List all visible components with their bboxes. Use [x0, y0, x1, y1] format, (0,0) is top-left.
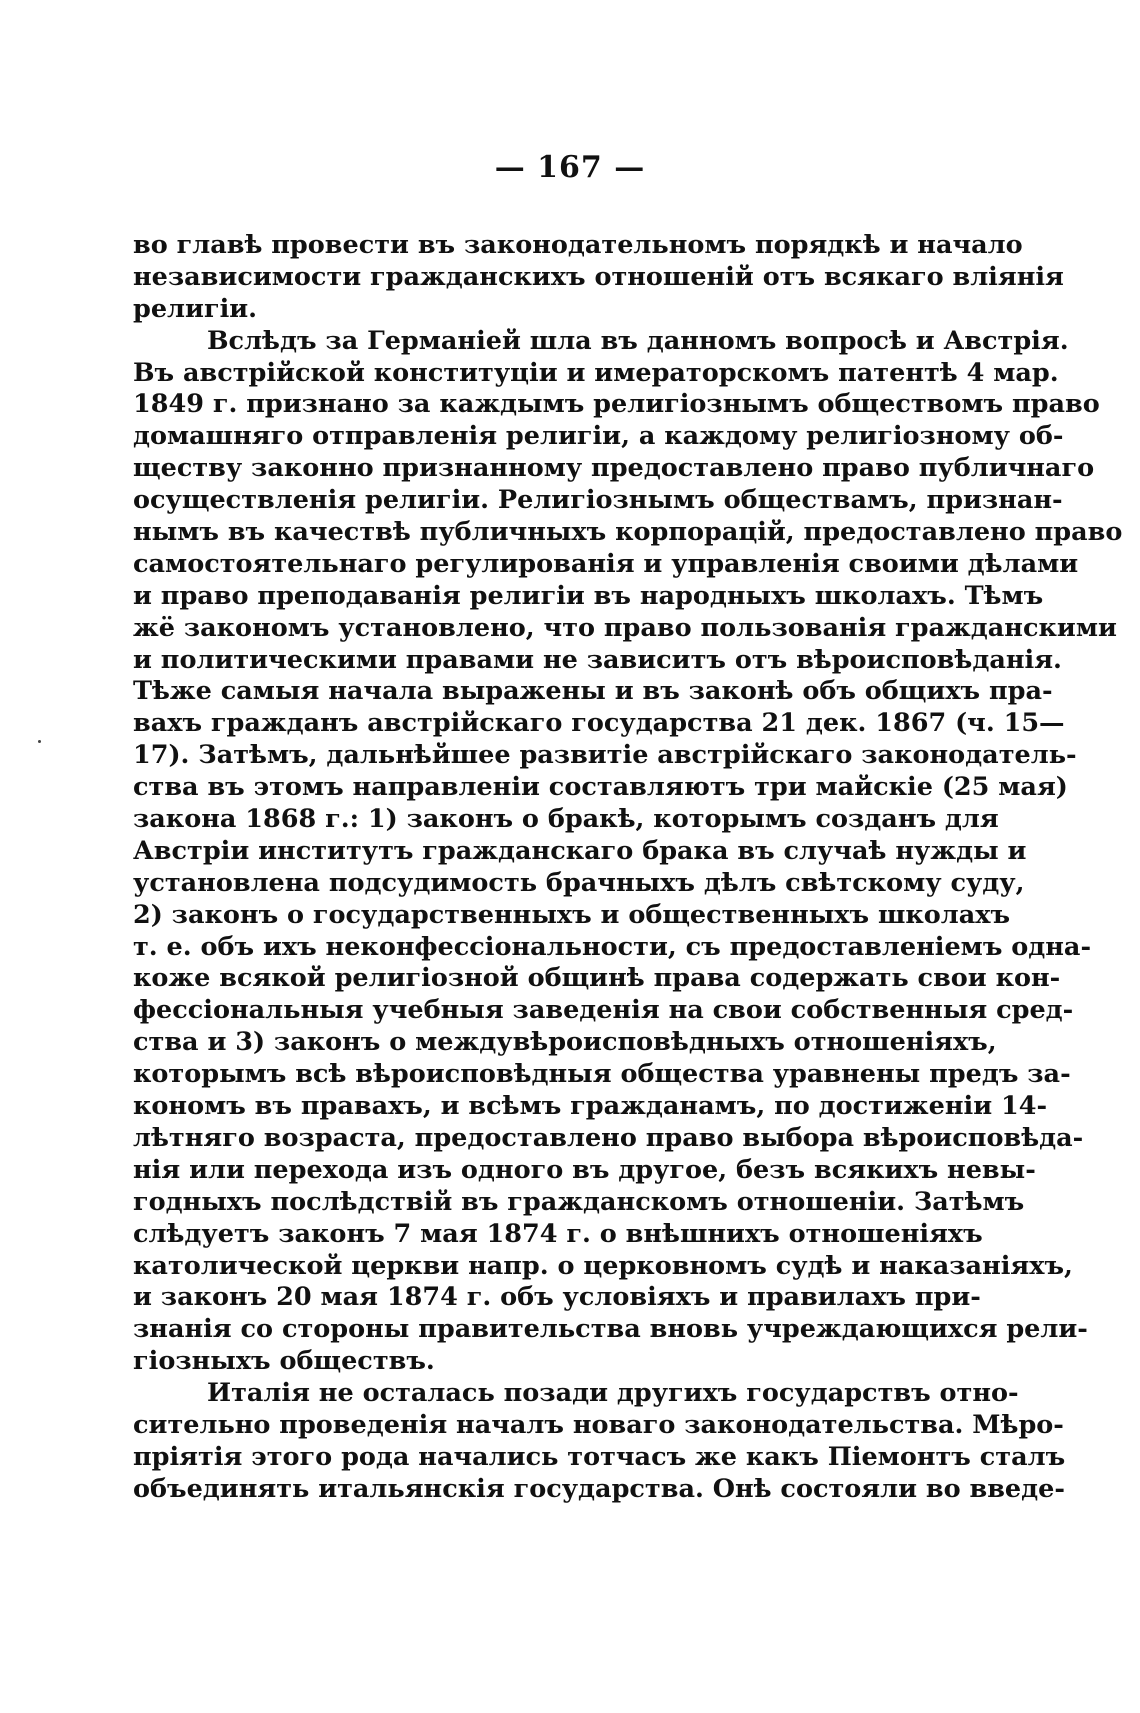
- text-line: религіи.: [133, 293, 258, 324]
- page-speck: [38, 740, 41, 743]
- text-line: и право преподаванія религіи въ народныхъ школахъ. Тѣмъ: [133, 580, 1044, 611]
- paragraph-2: [133, 325, 1123, 1378]
- paragraph-3: [133, 1378, 1066, 1506]
- text-line: слѣдуетъ законъ 7 мая 1874 г. о внѣшнихъ отношеніяхъ: [133, 1218, 983, 1249]
- text-line: пріятія этого рода начались тотчасъ же какъ Піемонтъ сталъ: [133, 1441, 1066, 1472]
- text-line: лѣтняго возраста, предоставлено право выбора вѣроисповѣда-: [133, 1122, 1084, 1153]
- text-line: коже всякой религіозной общинѣ права содержать свои кон-: [133, 963, 1061, 994]
- text-line: домашняго отправленія религіи, а каждому религіозному об-: [133, 421, 1064, 452]
- paragraph-1: [133, 230, 1064, 326]
- text-line: во главѣ провести въ законодательномъ порядкѣ и начало: [133, 230, 1023, 260]
- text-line: нымъ въ качествѣ публичныхъ корпорацій, предоставлено право: [133, 517, 1123, 548]
- text-line: ства въ этомъ направленіи составляютъ три майскіе (25 мая): [133, 772, 1068, 803]
- text-line: и законъ 20 мая 1874 г. объ условіяхъ и правилахъ при-: [133, 1282, 981, 1313]
- text-line: нія или перехода изъ одного въ другое, безъ всякихъ невы-: [133, 1154, 1036, 1185]
- text-line: фессіональныя учебныя заведенія на свои собственныя сред-: [133, 995, 1074, 1026]
- text-line: и политическими правами не зависитъ отъ вѣроисповѣданія.: [133, 644, 1062, 675]
- text-line: 17). Затѣмъ, дальнѣйшее развитіе австрійскаго законодатель-: [133, 740, 1077, 771]
- text-line: гіозныхъ обществъ.: [133, 1346, 435, 1377]
- text-line: самостоятельнаго регулированія и управленія своими дѣлами: [133, 548, 1079, 579]
- page-number: — 167 —: [494, 150, 646, 185]
- text-line: установлена подсудимость брачныхъ дѣлъ свѣтскому суду,: [133, 867, 1025, 898]
- text-line: католической церкви напр. о церковномъ судѣ и наказаніяхъ,: [133, 1250, 1073, 1281]
- text-line: вахъ гражданъ австрійскаго государства 21 дек. 1867 (ч. 15—: [133, 708, 1065, 739]
- text-line: жё закономъ установлено, что право пользованія гражданскими: [133, 612, 1117, 643]
- text-line: сительно проведенія началъ новаго законодательства. Мѣро-: [133, 1409, 1064, 1440]
- text-line: которымъ всѣ вѣроисповѣдныя общества уравнены предъ за-: [133, 1059, 1071, 1090]
- body-text: [133, 230, 1123, 1506]
- text-line: годныхъ послѣдствій въ гражданскомъ отношеніи. Затѣмъ: [133, 1186, 1025, 1217]
- text-line: Италія не осталась позади другихъ государствъ отно-: [207, 1378, 1019, 1409]
- text-line: знанія со стороны правительства вновь учреждающихся рели-: [133, 1314, 1088, 1345]
- text-line: 1849 г. признано за каждымъ религіознымъ обществомъ право: [133, 389, 1100, 420]
- text-line: закона 1868 г.: 1) законъ о бракѣ, которымъ созданъ для: [133, 804, 999, 835]
- text-line: т. е. объ ихъ неконфессіональности, съ предоставленіемъ одна-: [133, 931, 1092, 962]
- text-line: объединять итальянскія государства. Онѣ состояли во введе-: [133, 1473, 1065, 1504]
- text-line: ства и 3) законъ о междувѣроисповѣдныхъ отношеніяхъ,: [133, 1027, 997, 1058]
- text-line: независимости гражданскихъ отношеній отъ всякаго вліянія: [133, 261, 1064, 292]
- text-line: Австріи институтъ гражданскаго брака въ случаѣ нужды и: [133, 835, 1027, 866]
- text-line: 2) законъ о государственныхъ и общественныхъ школахъ: [133, 899, 1011, 930]
- text-line: кономъ въ правахъ, и всѣмъ гражданамъ, по достиженіи 14-: [133, 1091, 1048, 1122]
- text-line: Тѣже самыя начала выражены и въ законѣ объ общихъ пра-: [133, 676, 1053, 707]
- text-line: Въ австрійской конституціи и имераторскомъ патентѣ 4 мар.: [133, 357, 1059, 388]
- text-line: осуществленія религіи. Религіознымъ обществамъ, признан-: [133, 485, 1063, 516]
- text-line: Вслѣдъ за Германіей шла въ данномъ вопросѣ и Австрія.: [207, 325, 1069, 356]
- text-line: ществу законно признанному предоставлено право публичнаго: [133, 453, 1095, 484]
